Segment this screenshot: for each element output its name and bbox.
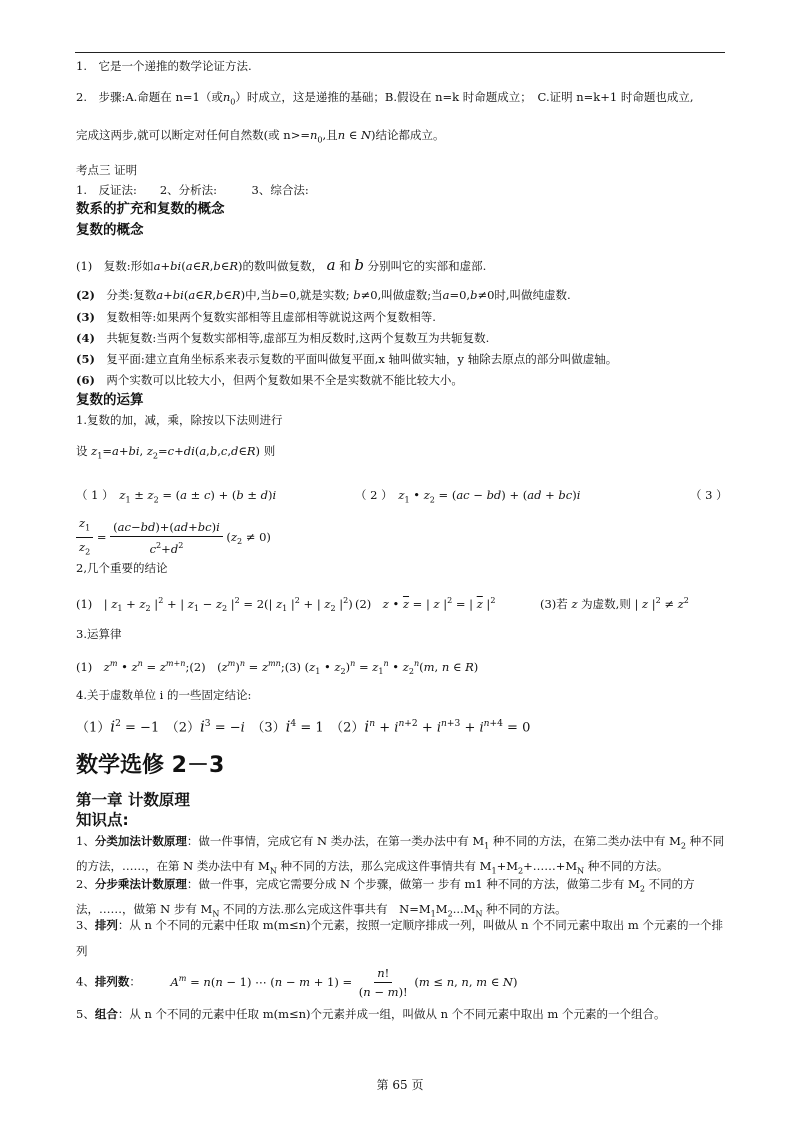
conclusion-1: (1) | $z_1 + z_2$ $|^2$ + | $z_1 - z_2$ $|^2 = 2(|$ $z_1$ $|^2$ + | $z_2$ $|^2$)	[76, 596, 353, 614]
concept-2: (2) 分类:复数a+bi(a∈R,b∈R)中,当b=0,就是实数; b≠0,叫做虚数;当a=0,b≠0时,叫做纯虚数.	[76, 288, 571, 302]
point-2: 2、分步乘法计数原理：做一件事，完成它需要分成 N 个步骤，做第一 步有 m1 种不同的方法，做第二步有 $M_2$ 不同的方法，……，做第 N 步有 $M_N$ 不同的方法.那么完成这件事共有 $N=M_1M_2...M_N$ 种不同的方法。	[76, 877, 695, 919]
ops-setup: 设 $z_1=a+bi$, $z_2=c+di(a,b,c,d\in R)$ 则	[76, 444, 276, 461]
induction-item-2: 2. 步骤:A.命题在 n=1（或$n_0$）时成立，这是递推的基础；B.假设在 n=k 时命题成立； C.证明 n=k+1 时命题也成立,	[76, 90, 694, 107]
concept-5: (5) 复平面:建立直角坐标系来表示复数的平面叫做复平面,x 轴叫做实轴，y 轴除去原点的部分叫做虚轴。	[76, 352, 618, 366]
point-1: 1、分类加法计数原理：做一件事情，完成它有 N 类办法，在第一类办法中有 $M_1$ 种不同的方法，在第二类办法中有 $M_2$ 种不同的方法，……，在第 N 类办法中有 $M_N$ 种不同的方法，那么完成这件事情共有 $M_1+M_2+\dots\dots+M_N$ 种不同的方法。	[76, 834, 725, 876]
concept-6: (6) 两个实数可以比较大小，但两个复数如果不全是实数就不能比较大小。	[76, 373, 463, 387]
conclusion-2: (2) z • $\overline{z}$ = | z $|^2$ = | $\overline{z}$ $|^2$	[355, 596, 496, 611]
concept-4: (4) 共轭复数:当两个复数实部相等,虚部互为相反数时,这两个复数互为共轭复数.	[76, 331, 490, 345]
concept-3: (3) 复数相等:如果两个复数实部相等且虚部相等就说这两个复数相等.	[76, 310, 436, 324]
heading-number-extension: 数系的扩充和复数的概念	[76, 201, 225, 217]
chapter-title: 第一章 计数原理	[76, 791, 190, 809]
ops-rule-1: （ 1 ） $z_1 \pm z_2 = (a \pm c) + (b \pm d)i$	[76, 488, 277, 505]
induction-item-1: 1. 它是一个递推的数学论证方法.	[76, 59, 252, 73]
ops-intro: 1.复数的加，减，乘，除按以下法则进行	[76, 413, 283, 427]
heading-complex-concept: 复数的概念	[76, 222, 144, 238]
induction-item-3: 完成这两步,就可以断定对任何自然数(或 $n>=n_0$,且n ∈ N)结论都成立。	[76, 128, 445, 145]
section-title: 数学选修 2－3	[76, 753, 225, 778]
ops-laws-title: 3.运算律	[76, 627, 122, 641]
laws-formula: (1) $z^m$ • $z^n$ = $z^{m+n};(2)$ $(z^m)^n$ = $z^{mn};(3)$ ($z_1$ • $z_2)^n = z_1^n$ • $z_2^n(m$, n ∈ R)	[76, 659, 479, 677]
proof-methods: 1. 反证法: 2、分析法: 3、综合法:	[76, 183, 309, 197]
point-3: 3、排列：从 n 个不同的元素中任取 m(m≤n)个元素，按照一定顺序排成一列，叫做从 n 个不同元素中取出 m 个元素的一个排列	[76, 918, 723, 958]
conclusion-3: (3)若 z 为虚数,则 | z $|^2 \ne z^2$	[540, 596, 689, 611]
ops-rule-3: $\frac{z_1}{z_2}$ = $\frac{(ac-bd)+(ad+bc)i}{c^2+d^2}$ $(z_2 \ne 0)$	[76, 515, 271, 561]
knowledge-points-heading: 知识点:	[76, 811, 129, 829]
point-4: 4、排列数： $A^m = n(n - 1)$ ⋯ (n − m + 1) = $\frac{n!}{(n - m)!}$ (m ≤ n, n, m ∈ N)	[76, 966, 518, 999]
page-number: 第 65 页	[376, 1078, 424, 1092]
i-identities: $(1)i^2 = -1$ $(2)i^3 = -i$ $(3)i^4 = 1$ $(2)i^n + i^{n+2} + i^{n+3} + i^{n+4} = 0$	[76, 717, 531, 736]
concept-1: (1) 复数:形如a+bi(a∈R,b∈R)的数叫做复数， a 和 b 分别叫它的实部和虚部.	[76, 256, 487, 274]
proof-title: 考点三 证明	[76, 163, 138, 177]
ops-conclusions-title: 2,几个重要的结论	[76, 561, 168, 575]
header-rule	[75, 52, 725, 53]
ops-rule-2: （ 2 ） $z_1$ • $z_2 = (ac - bd) + (ad + bc)i$	[355, 488, 581, 505]
ops-rule-3-label: （ 3 ）	[690, 488, 728, 502]
heading-complex-ops: 复数的运算	[76, 392, 144, 408]
ops-i-title: 4.关于虚数单位 i 的一些固定结论:	[76, 688, 252, 702]
point-5: 5、组合：从 n 个不同的元素中任取 m(m≤n)个元素并成一组，叫做从 n 个不同元素中取出 m 个元素的一个组合。	[76, 1007, 666, 1021]
